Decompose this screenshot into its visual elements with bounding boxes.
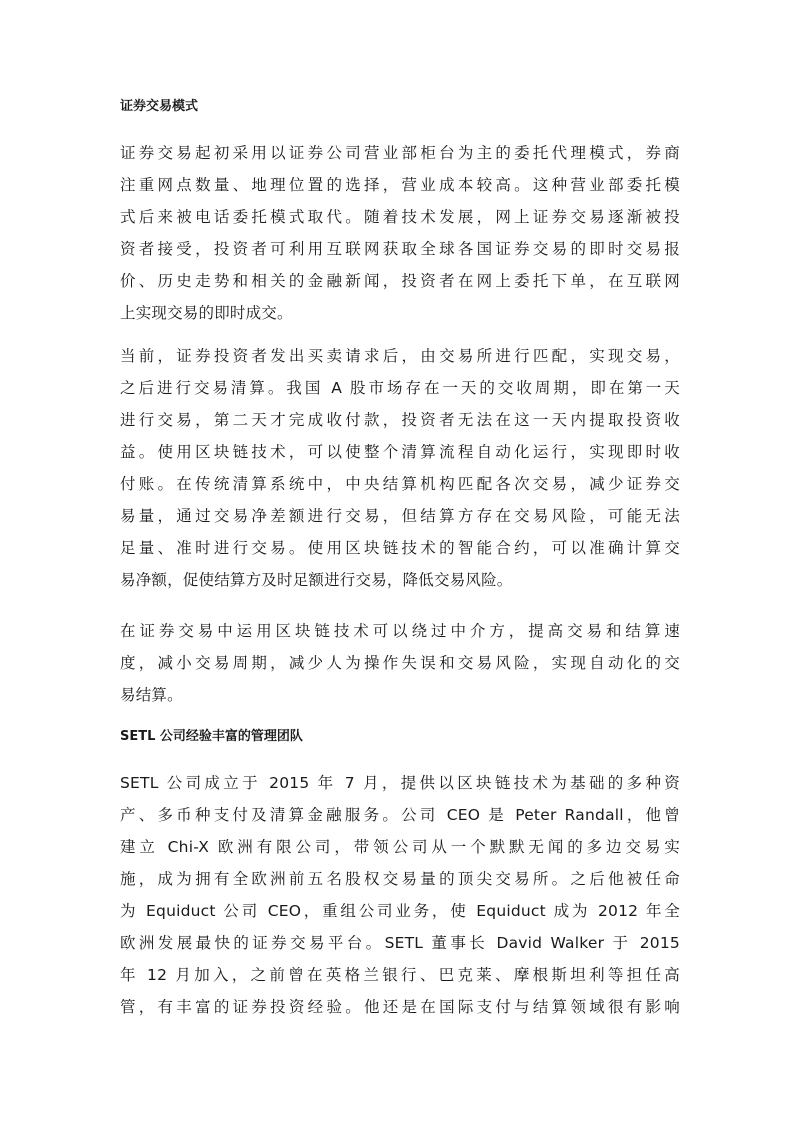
section-heading-securities-trading-mode: 证券交易模式 — [120, 99, 199, 114]
text-line: 价、历史走势和相关的金融新闻，投资者在网上委托下单，在互联网 — [120, 272, 680, 290]
text-line: 付账。在传统清算系统中，中央结算机构匹配各次交易，减少证券交 — [120, 475, 680, 493]
text-line: 建立 Chi-X 欧洲有限公司，带领公司从一个默默无闻的多边交易实 — [120, 838, 680, 856]
text-line: SETL 公司成立于 2015 年 7 月，提供以区块链技术为基础的多种资 — [120, 774, 680, 792]
section-heading-setl-management-team: SETL 公司经验丰富的管理团队 — [120, 729, 303, 744]
text-line: 管，有丰富的证券投资经验。他还是在国际支付与结算领域很有影响 — [120, 998, 680, 1016]
text-line: 度，减小交易周期，减少人为操作失误和交易风险，实现自动化的交 — [120, 654, 680, 672]
paragraph-trading-evolution — [120, 137, 680, 329]
text-line: 资者接受，投资者可利用互联网获取全球各国证券交易的即时交易报 — [120, 240, 680, 258]
text-line: 之后进行交易清算。我国 A 股市场存在一天的交收周期，即在第一天 — [120, 379, 680, 397]
text-line: 益。使用区块链技术，可以使整个清算流程自动化运行，实现即时收 — [120, 443, 680, 461]
text-line: 易量，通过交易净差额进行交易，但结算方存在交易风险，可能无法 — [120, 507, 680, 525]
text-line: 施，成为拥有全欧洲前五名股权交易量的顶尖交易所。之后他被任命 — [120, 870, 680, 888]
text-line: 当前，证券投资者发出买卖请求后，由交易所进行匹配，实现交易， — [120, 347, 680, 365]
text-line: 足量、准时进行交易。使用区块链技术的智能合约，可以准确计算交 — [120, 539, 680, 557]
text-line: 产、多币种支付及清算金融服务。公司 CEO 是 Peter Randall，他曾 — [120, 806, 680, 824]
text-line: 进行交易，第二天才完成收付款，投资者无法在这一天内提取投资收 — [120, 411, 680, 429]
text-line: 为 Equiduct 公司 CEO，重组公司业务，使 Equiduct 成为 2012 年全 — [120, 902, 680, 920]
text-line: 欧洲发展最快的证券交易平台。SETL 董事长 David Walker 于 2015 — [120, 934, 680, 952]
text-line: 易净额，促使结算方及时足额进行交易，降低交易风险。 — [120, 571, 513, 589]
text-line: 证券交易起初采用以证券公司营业部柜台为主的委托代理模式，券商 — [120, 144, 680, 162]
text-line: 上实现交易的即时成交。 — [120, 304, 293, 322]
text-line: 在证券交易中运用区块链技术可以绕过中介方，提高交易和结算速 — [120, 622, 680, 640]
paragraph-blockchain-benefits — [120, 615, 680, 711]
paragraph-clearing-settlement — [120, 340, 680, 596]
text-line: 易结算。 — [120, 686, 183, 704]
paragraph-setl-company — [120, 767, 680, 1023]
text-line: 年 12 月加入，之前曾在英格兰银行、巴克莱、摩根斯坦利等担任高 — [120, 966, 680, 984]
text-line: 式后来被电话委托模式取代。随着技术发展，网上证券交易逐渐被投 — [120, 208, 680, 226]
text-line: 注重网点数量、地理位置的选择，营业成本较高。这种营业部委托模 — [120, 176, 680, 194]
